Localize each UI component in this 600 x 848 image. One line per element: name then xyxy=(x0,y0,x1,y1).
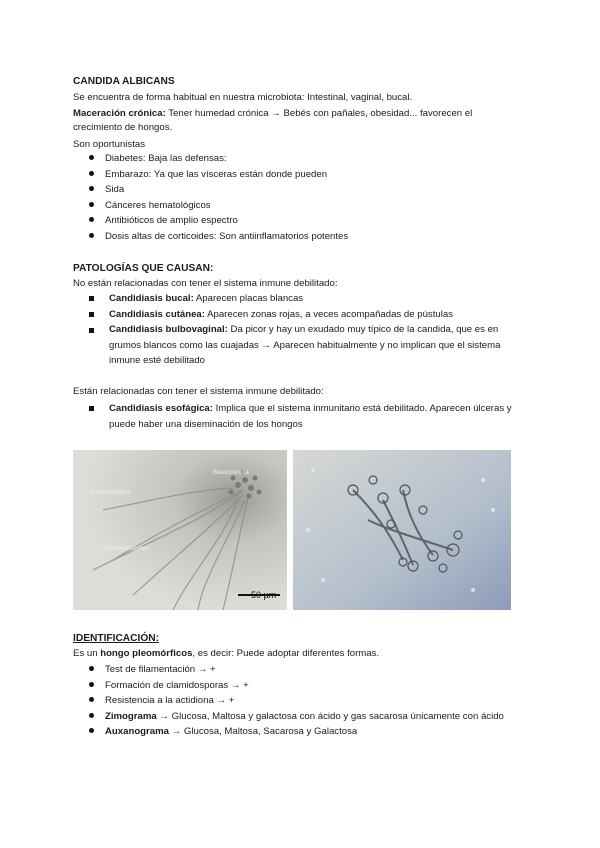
square-bullet-icon xyxy=(89,312,94,317)
bullet-icon xyxy=(89,728,94,733)
patologias-heading: PATOLOGÍAS QUE CAUSAN: xyxy=(73,263,214,274)
list-item: Diabetes: Baja las defensas: xyxy=(89,153,227,165)
square-bullet-icon xyxy=(89,406,94,411)
bullet-icon xyxy=(89,171,94,176)
bullet-icon xyxy=(89,155,94,160)
list-item: Formación de clamidosporas → + xyxy=(89,680,249,692)
no-relacionadas-text: No están relacionadas con tener el sistema inmune debilitado: xyxy=(73,278,338,289)
list-item: Candidiasis bulbovaginal: Da picor y hay un exudado muy típico de la candida, que es en grumos blancos como las cuajadas → Aparecen habitualmente y no implican que el sistema inmune esté debilitado xyxy=(109,324,501,366)
maceracion-line xyxy=(73,108,472,120)
relacionadas-text: Están relacionadas con tener el sistema inmune debilitado: xyxy=(73,386,324,397)
bullet-icon xyxy=(89,186,94,191)
figure-label: Chlamydospores xyxy=(103,546,149,552)
bullet-icon xyxy=(89,233,94,238)
bullet-icon xyxy=(89,666,94,671)
page-title: CANDIDA ALBICANS xyxy=(73,76,175,87)
list-item: Dosis altas de corticoides: Son antiinflamatorios potentes xyxy=(89,231,348,243)
oportunistas-text: Son oportunistas xyxy=(73,139,145,150)
list-item: Embarazo: Ya que las vísceras están donde pueden xyxy=(89,169,327,181)
list-item: Cánceres hematológicos xyxy=(89,200,211,212)
maceracion-term: Maceración crónica: xyxy=(73,108,166,119)
bullet-icon xyxy=(89,217,94,222)
figure-label: Pseudohyphae xyxy=(91,490,132,496)
list-item: Sida xyxy=(89,184,124,196)
list-item: Antibióticos de amplio espectro xyxy=(89,215,238,227)
identificacion-heading: IDENTIFICACIÓN: xyxy=(73,633,160,644)
list-item: Zimograma → Glucosa, Maltosa y galactosa con ácido y gas sacarosa únicamente con ácido xyxy=(89,711,504,723)
identificacion-intro: Es un hongo pleomórficos, es decir: Puede adoptar diferentes formas. xyxy=(73,648,380,659)
list-item: Test de filamentación → + xyxy=(89,664,216,676)
micrograph-right xyxy=(293,450,511,610)
intro-text: Se encuentra de forma habitual en nuestra microbiota: Intestinal, vaginal, bucal. xyxy=(73,92,413,103)
micrograph-left-drawing xyxy=(73,450,287,610)
micrograph-right-drawing xyxy=(293,450,511,610)
bullet-icon xyxy=(89,202,94,207)
micrograph-left xyxy=(73,450,287,610)
list-item: Auxanograma → Glucosa, Maltosa, Sacarosa y Galactosa xyxy=(89,726,357,738)
maceracion-cont: crecimiento de hongos. xyxy=(73,122,173,133)
list-item: Candidiasis bucal: Aparecen placas blancas xyxy=(109,293,304,304)
scale-bar-label: 50 µm xyxy=(251,590,277,600)
list-item: Resistencia a la actidiona → + xyxy=(89,695,234,707)
maceracion-text: Tener humedad crónica → Bebés con pañales, obesidad... favorecen el xyxy=(165,108,473,119)
bullet-icon xyxy=(89,682,94,687)
list-item: Candidiasis esofágica: Implica que el sistema inmunitario está debilitado. Aparecen úlceras y puede haber una diseminación de los hongos xyxy=(109,403,512,430)
square-bullet-icon xyxy=(89,328,94,333)
bullet-icon xyxy=(89,697,94,702)
square-bullet-icon xyxy=(89,296,94,301)
figure-label: Blastoconidia xyxy=(213,470,249,476)
list-item: Candidiasis cutánea: Aparecen zonas rojas, a veces acompañadas de pústulas xyxy=(109,309,453,320)
bullet-icon xyxy=(89,713,94,718)
